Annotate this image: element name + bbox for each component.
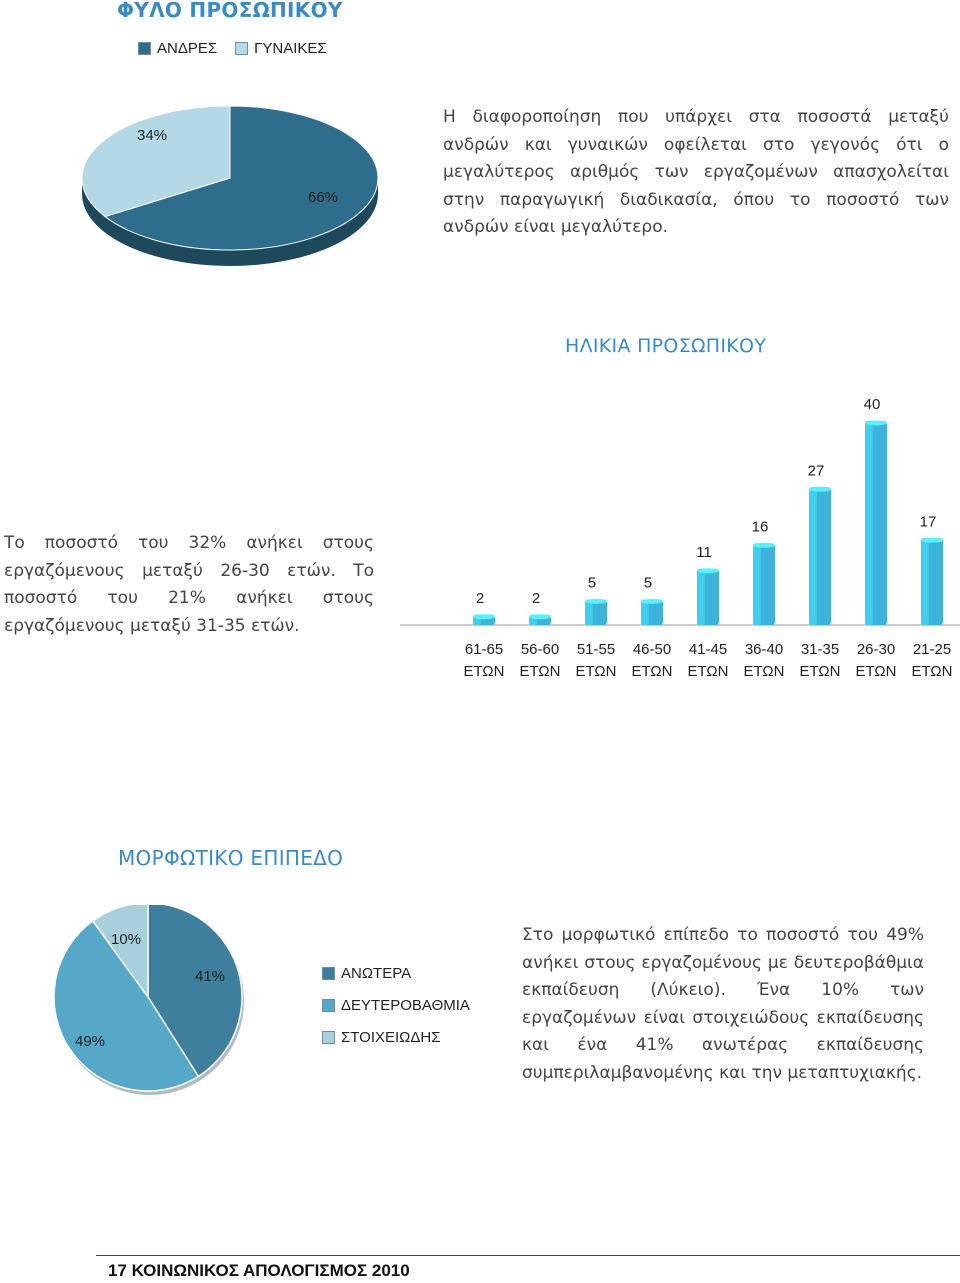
legend-swatch-women [235, 42, 248, 55]
age-tick-label-unit: ΕΤΩΝ [575, 663, 617, 680]
age-paragraph: Το ποσοστό του 32% ανήκει στους εργαζόμενους μεταξύ 26-30 ετών. Το ποσοστό του 21% ανήκει στους εργαζόμενους μεταξύ 31-35 ετών. [4, 533, 374, 636]
age-bar-value: 27 [807, 462, 825, 480]
legend-swatch-men [138, 42, 151, 55]
age-bar-highlight [921, 538, 929, 625]
age-tick-label-unit: ΕΤΩΝ [463, 663, 505, 680]
education-data-label-secondary: 49% [74, 1033, 106, 1050]
education-title: ΜΟΡΦΩΤΙΚΟ ΕΠΙΠΕΔΟ [118, 846, 344, 870]
legend-swatch-primary [322, 1031, 335, 1044]
age-bar-group [800, 462, 841, 680]
legend-swatch-secondary [322, 999, 335, 1012]
age-tick-label: 31-35 [800, 641, 840, 658]
age-tick-label: 41-45 [688, 641, 728, 658]
gender-data-label-men: 66% [307, 189, 339, 206]
legend-item-primary [322, 1029, 441, 1046]
age-bar-value: 16 [751, 518, 769, 536]
age-tick-label: 21-25 [912, 641, 952, 658]
age-bar-top [473, 614, 495, 619]
age-bar-value: 5 [587, 574, 597, 592]
age-bar-top [585, 599, 607, 604]
age-bar-highlight [865, 421, 873, 625]
age-tick-label: 56-60 [520, 641, 560, 658]
legend-label-higher: ΑΝΩΤΕΡΑ [341, 965, 412, 982]
age-bar-group [632, 575, 673, 681]
age-bar-value: 2 [531, 589, 541, 607]
age-tick-label-unit: ΕΤΩΝ [743, 663, 785, 680]
legend-label-primary: ΣΤΟΙΧΕΙΩΔΗΣ [341, 1029, 441, 1046]
education-data-label-higher: 41% [194, 968, 226, 985]
age-bar-highlight [809, 487, 817, 625]
age-tick-label: 36-40 [744, 641, 784, 658]
legend-label-women: ΓΥΝΑΙΚΕΣ [254, 40, 327, 57]
gender-title: ΦΥΛΟ ΠΡΟΣΩΠΙΚΟΥ [117, 0, 343, 22]
age-bar-chart [400, 385, 960, 690]
age-bar-value: 2 [475, 589, 485, 607]
education-pie-chart [40, 905, 260, 1105]
age-tick-label: 46-50 [632, 641, 672, 658]
legend-label-secondary: ΔΕΥΤΕΡΟΒΑΘΜΙΑ [341, 997, 470, 1014]
age-bar-top [753, 543, 775, 548]
education-data-label-primary: 10% [110, 931, 142, 948]
legend-item-secondary [322, 997, 470, 1014]
age-bar-top [641, 599, 663, 604]
age-bar-group [856, 396, 897, 680]
age-title: ΗΛΙΚΙΑ ΠΡΟΣΩΠΙΚΟΥ [565, 335, 767, 357]
age-bar-top [809, 487, 831, 492]
gender-data-label-women: 34% [136, 127, 168, 144]
age-bar-group [912, 513, 953, 680]
gender-paragraph: Η διαφοροποίηση που υπάρχει στα ποσοστά μεταξύ ανδρών και γυναικών οφείλεται στο γεγονός ότι ο μεγαλύτερος αριθμός των εργαζομένων απασχολείται στην παραγωγική διαδικασία, όπου το ποσοστό των ανδρών είναι μεγαλύτερο. [443, 107, 949, 237]
age-tick-label: 51-55 [576, 641, 616, 658]
age-tick-label: 26-30 [856, 641, 896, 658]
age-bar-value: 5 [643, 574, 653, 592]
gender-pie [82, 106, 378, 266]
age-bar-top [529, 614, 551, 619]
age-bar-top [697, 568, 719, 573]
age-bar-highlight [697, 569, 705, 625]
age-tick-label-unit: ΕΤΩΝ [855, 663, 897, 680]
footer-rule [96, 1255, 960, 1256]
education-pie [54, 905, 244, 1095]
age-bar-value: 40 [863, 396, 881, 413]
age-tick-label: 61-65 [464, 641, 504, 658]
education-paragraph: Στο μορφωτικό επίπεδο το ποσοστό του 49% ανήκει στους εργαζομένους με δευτεροβάθμια εκπαίδευση (Λύκειο). Ένα 10% των εργαζομένων είναι στοιχειώδους εκπαίδευσης και ένα 41% ανωτέρας εκπαίδευσης συμπεριλαμβανομένης και την μεταπτυχιακής. [522, 925, 924, 1083]
age-bar-highlight [753, 543, 761, 625]
page-footer: 17 ΚΟΙΝΩΝΙΚΟΣ ΑΠΟΛΟΓΙΣΜΟΣ 2010 [108, 1261, 410, 1280]
legend-swatch-higher [322, 967, 335, 980]
age-tick-label-unit: ΕΤΩΝ [519, 663, 561, 680]
age-bars [464, 396, 953, 680]
age-bar-group [576, 575, 617, 681]
gender-legend [138, 40, 327, 57]
age-tick-label-unit: ΕΤΩΝ [631, 663, 673, 680]
age-bar-group [520, 590, 561, 680]
age-bar-top [921, 538, 943, 543]
legend-item-higher [322, 965, 411, 982]
age-bar-group [744, 518, 785, 680]
age-bar-group [464, 590, 505, 680]
gender-pie-chart [60, 90, 400, 290]
age-bar-top [865, 421, 887, 426]
age-bar-group [688, 544, 729, 680]
age-tick-label-unit: ΕΤΩΝ [911, 663, 953, 680]
age-tick-label-unit: ΕΤΩΝ [687, 663, 729, 680]
legend-label-men: ΑΝΔΡΕΣ [157, 40, 218, 57]
age-bar-value: 17 [919, 513, 937, 531]
age-bar-value: 11 [696, 543, 712, 561]
age-tick-label-unit: ΕΤΩΝ [799, 663, 841, 680]
